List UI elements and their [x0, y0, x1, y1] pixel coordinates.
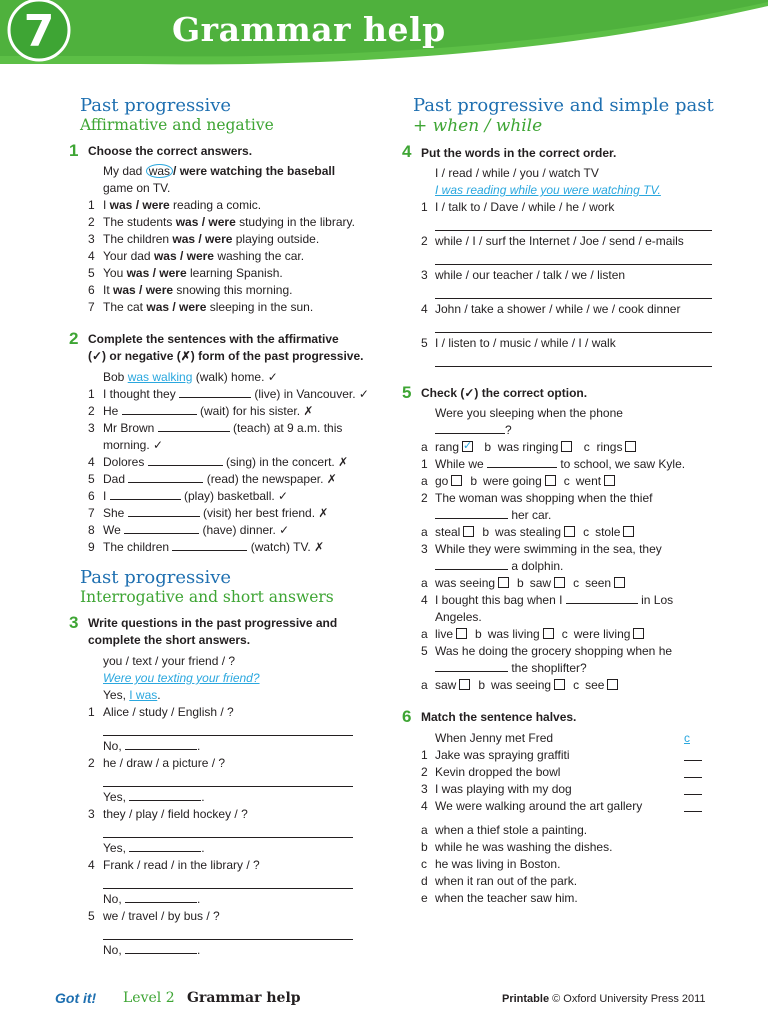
exercise-item: Your dad was / were washing the car. [103, 249, 305, 263]
example-answer: I was reading while you were watching TV. [435, 183, 661, 197]
exercise-item: I thought they (live) in Vancouver. ✓ [103, 387, 369, 401]
half-letter: b [421, 840, 428, 854]
page-title: Grammar help [172, 10, 446, 49]
match-blank[interactable] [684, 794, 702, 795]
item-number: 4 [88, 249, 95, 263]
exercise-instruction: Write questions in the past progressive and [88, 616, 338, 630]
item-number: 3 [88, 421, 95, 435]
match-blank[interactable] [684, 760, 702, 761]
example-answer: was walking [127, 370, 193, 384]
answer-blank[interactable] [179, 386, 251, 398]
exercise-item: Dolores (sing) in the concert. ✗ [103, 455, 349, 469]
unit-number: 7 [23, 6, 55, 57]
checkbox[interactable] [451, 475, 462, 486]
example-question-cont: ? [435, 422, 512, 439]
item-number: 6 [88, 283, 95, 297]
answer-options: a was seeing b saw c seen [421, 575, 625, 592]
item-number: 7 [88, 506, 95, 520]
answer-line[interactable] [435, 366, 712, 367]
question-line-cont: her car. [435, 507, 551, 524]
item-number: 5 [88, 472, 95, 486]
answer-options: a live b was living c were living [421, 626, 644, 643]
sentence-half: I was playing with my dog [435, 782, 572, 796]
question-line-cont: a dolphin. [435, 558, 563, 575]
exercise-number: 6 [402, 707, 412, 726]
checkbox[interactable] [554, 679, 565, 690]
question-line: The woman was shopping when the thief [435, 491, 653, 505]
item-number: 1 [88, 705, 95, 719]
answer-blank[interactable] [128, 505, 200, 517]
answer-options: a steal b was stealing c stole [421, 524, 634, 541]
question-line: I bought this bag when I in Los [435, 593, 674, 607]
item-number: 1 [421, 748, 428, 762]
question-prompt: Frank / read / in the library / ? [103, 858, 260, 872]
circled-answer: was [146, 164, 173, 178]
exercise-instruction: complete the short answers. [88, 633, 251, 647]
example-prompt: I / read / while / you / watch TV [435, 166, 599, 180]
answer-blank[interactable] [158, 420, 230, 432]
section-subheading: + when / while [413, 116, 543, 136]
checkbox[interactable] [459, 679, 470, 690]
section-subheading: Interrogative and short answers [80, 588, 334, 606]
question-line: While they were swimming in the sea, they [435, 542, 662, 556]
item-number: 2 [88, 404, 95, 418]
exercise-number: 1 [69, 141, 79, 160]
sentence-ending: when a thief stole a painting. [435, 823, 588, 837]
question-prompt: he / draw / a picture / ? [103, 756, 226, 770]
answer-line[interactable] [103, 837, 353, 838]
checkbox[interactable] [561, 441, 572, 452]
example-question: Were you sleeping when the phone [435, 406, 623, 420]
question-prompt: while / our teacher / talk / we / listen [435, 268, 626, 282]
answer-blank[interactable] [435, 558, 508, 570]
section-heading: Past progressive and simple past [413, 95, 714, 116]
half-letter: c [421, 857, 427, 871]
short-answer: Yes, . [103, 841, 205, 855]
page-header [0, 0, 768, 75]
exercise-item: You was / were learning Spanish. [103, 266, 283, 280]
sentence-ending: when the teacher saw him. [435, 891, 578, 905]
answer-line[interactable] [103, 939, 353, 940]
item-number: 1 [421, 457, 428, 471]
answer-blank[interactable] [148, 454, 223, 466]
answer-options: a go b were going c went [421, 473, 615, 490]
match-blank[interactable] [684, 777, 702, 778]
exercise-item: Mr Brown (teach) at 9 a.m. this [103, 421, 343, 435]
question-prompt: they / play / field hockey / ? [103, 807, 248, 821]
exercise-item: The cat was / were sleeping in the sun. [103, 300, 314, 314]
checkbox[interactable] [623, 526, 634, 537]
question-line-cont: the shoplifter? [435, 660, 587, 677]
item-number: 2 [421, 765, 428, 779]
item-number: 3 [421, 782, 428, 796]
question-line: While we to school, we saw Kyle. [435, 457, 686, 471]
answer-blank[interactable] [129, 840, 201, 852]
checkbox[interactable] [614, 577, 625, 588]
example-sentence: My dad was / were watching the baseball [103, 164, 336, 178]
answer-line[interactable] [435, 230, 712, 231]
short-answer: No, . [103, 892, 201, 906]
example-question: Were you texting your friend? [103, 671, 260, 685]
item-number: 4 [88, 858, 95, 872]
answer-blank[interactable] [125, 942, 197, 954]
answer-blank[interactable] [435, 507, 508, 519]
short-answer: No, . [103, 943, 201, 957]
checkbox[interactable] [633, 628, 644, 639]
question-line-cont: Angeles. [435, 610, 482, 624]
item-number: 5 [88, 909, 95, 923]
section-heading: Past progressive [80, 567, 232, 588]
answer-line[interactable] [103, 735, 353, 736]
item-number: 5 [421, 644, 428, 658]
half-letter: e [421, 891, 428, 905]
brand-logo: Got it! [55, 990, 97, 1006]
exercise-item: We (have) dinner. ✓ [103, 523, 290, 537]
item-number: 3 [88, 232, 95, 246]
sentence-ending: he was living in Boston. [435, 857, 561, 871]
sentence-half: We were walking around the art gallery [435, 799, 643, 813]
question-prompt: I / talk to / Dave / while / he / work [435, 200, 615, 214]
exercise-instruction: Choose the correct answers. [88, 144, 253, 158]
item-number: 1 [88, 198, 95, 212]
exercise-item: He (wait) for his sister. ✗ [103, 404, 314, 418]
answer-blank[interactable] [125, 891, 197, 903]
exercise-item: Dad (read) the newspaper. ✗ [103, 472, 337, 486]
answer-line[interactable] [435, 298, 712, 299]
match-blank[interactable] [684, 811, 702, 812]
checkbox[interactable] [554, 577, 565, 588]
checkbox[interactable] [607, 679, 618, 690]
item-number: 3 [88, 807, 95, 821]
section-heading: Past progressive [80, 95, 232, 116]
answer-blank[interactable] [125, 738, 197, 750]
item-number: 2 [88, 756, 95, 770]
checkbox[interactable] [498, 577, 509, 588]
sentence-half: Jake was spraying graffiti [435, 748, 570, 762]
question-prompt: John / take a shower / while / we / cook dinner [435, 302, 681, 316]
exercise-item: I was / were reading a comic. [103, 198, 262, 212]
exercise-number: 3 [69, 613, 79, 632]
half-letter: d [421, 874, 428, 888]
half-letter: a [421, 823, 428, 837]
question-prompt: we / travel / by bus / ? [103, 909, 220, 923]
question-line: Was he doing the grocery shopping when he [435, 644, 673, 658]
example-options: a rang✓ b was ringing c rings [421, 439, 636, 456]
answer-line[interactable] [103, 888, 353, 889]
item-number: 7 [88, 300, 95, 314]
example-sentence: Bob was walking (walk) home. ✓ [103, 370, 278, 384]
answer-blank[interactable] [122, 403, 197, 415]
exercise-instruction: Put the words in the correct order. [421, 146, 617, 160]
exercise-item: The children (watch) TV. ✗ [103, 540, 325, 554]
footer-copyright: Printable © Oxford University Press 2011 [502, 993, 706, 1005]
answer-blank[interactable] [128, 471, 203, 483]
item-number: 2 [421, 234, 428, 248]
item-number: 5 [88, 266, 95, 280]
question-prompt: I / listen to / music / while / I / walk [435, 336, 616, 350]
item-number: 9 [88, 540, 95, 554]
answer-options: a saw b was seeing c see [421, 677, 618, 694]
short-answer: Yes, . [103, 790, 205, 804]
answer-blank[interactable] [110, 488, 181, 500]
checkbox[interactable] [463, 526, 474, 537]
answer-blank[interactable] [172, 539, 247, 551]
exercise-item: I (play) basketball. ✓ [103, 489, 289, 503]
exercise-item-cont: morning. ✓ [103, 438, 164, 452]
checked-checkbox[interactable] [462, 441, 473, 452]
item-number: 1 [421, 200, 428, 214]
exercise-item: She (visit) her best friend. ✗ [103, 506, 329, 520]
footer-level: Level 2 [123, 990, 175, 1006]
item-number: 4 [421, 799, 428, 813]
answer-blank[interactable] [124, 522, 199, 534]
short-answer: No, . [103, 739, 201, 753]
exercise-item: It was / were snowing this morning. [103, 283, 293, 297]
exercise-instruction: Complete the sentences with the affirmative [88, 332, 339, 346]
checkbox[interactable] [604, 475, 615, 486]
sentence-ending: when it ran out of the park. [435, 874, 578, 888]
checkbox[interactable] [456, 628, 467, 639]
example-sentence-cont: game on TV. [103, 181, 171, 195]
item-number: 4 [421, 593, 428, 607]
item-number: 4 [88, 455, 95, 469]
exercise-number: 4 [402, 142, 412, 161]
exercise-instruction: (✓) or negative (✗) form of the past progressive. [88, 349, 364, 363]
answer-line[interactable] [435, 332, 712, 333]
answer-blank[interactable] [487, 456, 557, 468]
checkbox[interactable] [625, 441, 636, 452]
item-number: 2 [421, 491, 428, 505]
example-match-answer: c [684, 731, 690, 745]
example-half: When Jenny met Fred [435, 731, 554, 745]
exercise-number: 2 [69, 329, 79, 348]
sentence-ending: while he was washing the dishes. [435, 840, 613, 854]
item-number: 3 [421, 542, 428, 556]
sentence-half: Kevin dropped the bowl [435, 765, 561, 779]
answer-blank[interactable] [435, 660, 508, 672]
footer-section: Grammar help [187, 990, 301, 1006]
item-number: 1 [88, 387, 95, 401]
checkbox[interactable] [545, 475, 556, 486]
exercise-instruction: Match the sentence halves. [421, 710, 577, 724]
answer-blank[interactable] [129, 789, 201, 801]
item-number: 5 [421, 336, 428, 350]
exercise-item: The students was / were studying in the library. [103, 215, 355, 229]
example-prompt: you / text / your friend / ? [103, 654, 236, 668]
answer-blank[interactable] [566, 592, 638, 604]
checkbox[interactable] [543, 628, 554, 639]
section-subheading: Affirmative and negative [80, 116, 274, 134]
item-number: 2 [88, 215, 95, 229]
checkbox[interactable] [564, 526, 575, 537]
item-number: 4 [421, 302, 428, 316]
exercise-number: 5 [402, 383, 412, 402]
item-number: 8 [88, 523, 95, 537]
item-number: 6 [88, 489, 95, 503]
question-prompt: while / I / surf the Internet / Joe / send / e-mails [435, 234, 684, 248]
question-prompt: Alice / study / English / ? [103, 705, 234, 719]
exercise-item: The children was / were playing outside. [103, 232, 320, 246]
exercise-instruction: Check (✓) the correct option. [421, 386, 588, 400]
item-number: 3 [421, 268, 428, 282]
answer-line[interactable] [103, 786, 353, 787]
answer-line[interactable] [435, 264, 712, 265]
example-short-answer: Yes, I was. [103, 688, 161, 702]
